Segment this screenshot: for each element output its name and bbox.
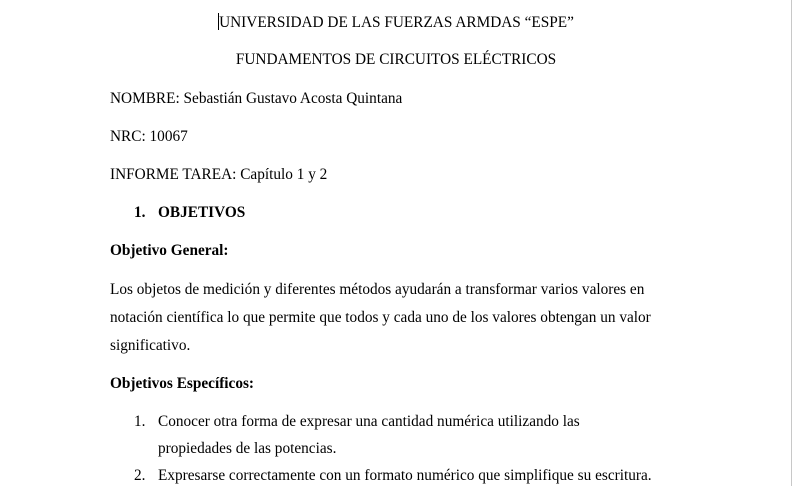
- specific-item-2-number: 2.: [134, 467, 146, 484]
- report-line: INFORME TAREA: Capítulo 1 y 2: [110, 166, 328, 183]
- specific-item-1-number: 1.: [134, 413, 146, 430]
- student-name: NOMBRE: Sebastián Gustavo Acosta Quintana: [110, 90, 403, 107]
- general-objective-line-1: Los objetos de medición y diferentes métodos ayudarán a transformar varios valores en: [110, 281, 645, 298]
- specific-item-1-line-2: propiedades de las potencias.: [158, 440, 337, 457]
- university-title-line: [0, 13, 792, 30]
- nrc-line: NRC: 10067: [110, 128, 188, 145]
- general-objective-line-2: notación científica lo que permite que todos y cada uno de los valores obtengan un valor: [110, 309, 651, 326]
- course-title: FUNDAMENTOS DE CIRCUITOS ELÉCTRICOS: [235, 51, 557, 68]
- general-objective-heading: Objetivo General:: [110, 242, 229, 259]
- specific-objectives-heading: Objetivos Específicos:: [110, 375, 255, 392]
- section-number: 1.: [134, 204, 146, 221]
- section-title: OBJETIVOS: [158, 204, 246, 221]
- general-objective-line-3: significativo.: [110, 337, 191, 354]
- university-title: UNIVERSIDAD DE LAS FUERZAS ARMDAS “ESPE”: [219, 14, 574, 31]
- specific-item-2-line-1: Expresarse correctamente con un formato numérico que simplifique su escritura.: [158, 467, 652, 484]
- specific-item-1-line-1: Conocer otra forma de expresar una cantidad numérica utilizando las: [158, 413, 580, 430]
